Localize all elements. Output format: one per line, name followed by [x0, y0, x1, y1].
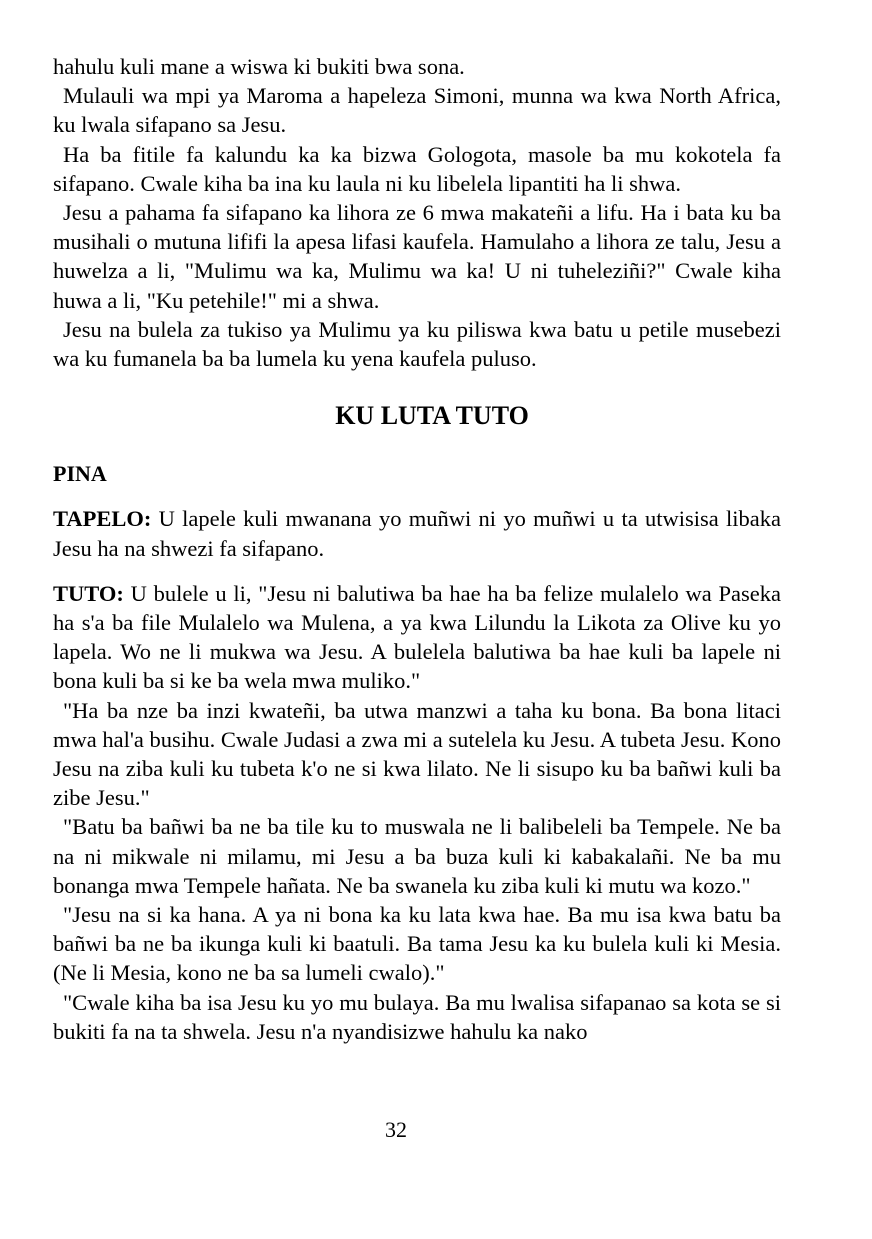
tapelo-paragraph — [53, 504, 781, 562]
document-page — [53, 52, 781, 1046]
intro-paragraph-4: Jesu a pahama fa sifapano ka lihora ze 6 mwa makateñi a lifu. Ha i bata ku ba musihali o mutuna lififi la apesa lifasi kaufela. Hamulaho a lihora ze talu, Jesu a huwelza a li, "Mulimu wa ka, Mulimu wa ka! U ni tuheleziñi?" Cwale kiha huwa a li, "Ku petehile!" mi a shwa. — [53, 200, 781, 313]
tapelo-text: U lapele kuli mwanana yo muñwi ni yo muñwi u ta utwisisa libaka Jesu ha na shwezi fa sifapano. — [53, 506, 781, 561]
intro-paragraph-5: Jesu na bulela za tukiso ya Mulimu ya ku piliswa kwa batu u petile musebezi wa ku fumanela ba ba lumela ku yena kaufela puluso. — [53, 316, 781, 372]
pina-subheading: PINA — [53, 461, 107, 487]
tuto-paragraph-5: "Cwale kiha ba isa Jesu ku yo mu bulaya. Ba mu lwalisa sifapanao sa kota se si bukiti fa na ta shwela. Jesu n'a nyandisizwe hahulu ka nako — [53, 989, 781, 1044]
section-heading: KU LUTA TUTO — [335, 401, 529, 431]
intro-paragraph-3: Ha ba fitile fa kalundu ka ka bizwa Gologota, masole ba mu kokotela fa sifapano. Cwale kiha ba ina ku laula ni ku libelela lipantiti ha li shwa. — [53, 141, 781, 196]
tuto-paragraph-4: "Jesu na si ka hana. A ya ni bona ka ku lata kwa hae. Ba mu isa kwa batu ba bañwi ba ne ba ikunga kuli ki baatuli. Ba tama Jesu ka ku bulela kuli ki Mesia. (Ne li Mesia, kono ne ba sa lumeli cwalo)." — [53, 902, 781, 986]
page-number: 32 — [385, 1117, 407, 1142]
tuto-text: U bulele u li, "Jesu ni balutiwa ba hae ha ba felize mulalelo wa Paseka ha s'a ba file Mulalelo wa Mulena, a ya kwa Lilundu la Likota za Olive ku yo lapela. Wo ne li mukwa wa Jesu. A bulelela balutiwa ba hae kuli ba lapele ni bona kuli ba si ke ba wela mwa muliko." — [53, 580, 781, 694]
tuto-paragraph — [53, 579, 781, 696]
intro-paragraph-2: Mulauli wa mpi ya Maroma a hapeleza Simoni, munna wa kwa North Africa, ku lwala sifapano sa Jesu. — [53, 83, 781, 138]
tuto-paragraph-2: "Ha ba nze ba inzi kwateñi, ba utwa manzwi a taha ku bona. Ba bona litaci mwa hal'a busihu. Cwale Judasi a zwa mi a sutelela ku Jesu. A tubeta Jesu. Kono Jesu na ziba kuli ku tubeta k'o ne si kwa lilato. Ne li sisupo ku ba bañwi kuli ba zibe Jesu." — [53, 697, 781, 811]
intro-paragraph-1: hahulu kuli mane a wiswa ki bukiti bwa sona. — [53, 54, 465, 79]
tapelo-label: TAPELO: — [53, 506, 152, 532]
tuto-label: TUTO: — [53, 580, 124, 606]
tuto-paragraph-3: "Batu ba bañwi ba ne ba tile ku to muswala ne li balibeleli ba Tempele. Ne ba na ni mikwale ni milamu, mi Jesu a ba buza kuli ki kabakalañi. Ne ba mu bonanga mwa Tempele hañata. Ne ba swanela ku ziba kuli ki mutu wa kozo." — [53, 814, 781, 898]
